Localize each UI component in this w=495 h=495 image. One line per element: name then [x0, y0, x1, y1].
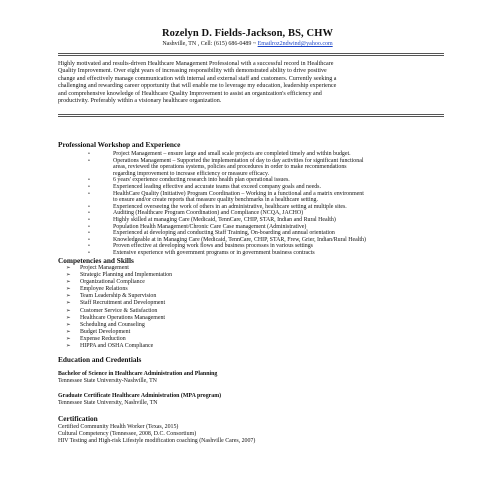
candidate-name: Rozelyn D. Fields-Jackson, BS, CHW — [161, 28, 334, 39]
list-item: • Highly skilled at managing Care (Medicaid, TennCare, CHIP, STAR, Indian and Rural Health) — [88, 216, 336, 223]
bullet-marker: • — [88, 183, 90, 190]
arrow-bullet-icon: ➢ — [66, 272, 71, 279]
list-item: ➢ Employee Relations — [66, 286, 128, 293]
bullet-marker: • — [88, 216, 90, 223]
list-item: ➢ Healthcare Operations Management — [66, 314, 166, 321]
list-item: ➢ Staff Recruitment and Development — [66, 300, 166, 307]
degree-graduate-certificate: Graduate Certificate Healthcare Administration (MPA program) — [58, 393, 222, 399]
summary-line: productivity. Preferably within a visionary healthcare organization. — [58, 98, 222, 105]
list-item: ➢ Customer Service & Satisfaction — [66, 307, 158, 314]
contact-line — [0, 41, 495, 47]
summary-line: Quality Improvement. Over eight years of increasing responsibility with demonstrated ability to drive positive — [58, 68, 327, 75]
bullet-marker: • — [88, 177, 90, 184]
list-item: • HealthCare Quality (Initiative) Program Coordination – Working in a functional and a matrix environment — [88, 190, 364, 197]
header-divider-bottom — [58, 55, 444, 56]
list-item: ➢ Budget Development — [66, 328, 131, 335]
certification-item: Certified Community Health Worker (Texas, 2015) — [58, 424, 179, 430]
list-item-continuation: to ensure and/or create reports that measure quality benchmarks in a healthcare setting. — [113, 197, 318, 204]
arrow-bullet-icon: ➢ — [66, 314, 71, 321]
list-item: • Population Health Management/Chronic Care Case management (Administrative) — [88, 223, 307, 230]
bullet-marker: • — [88, 203, 90, 210]
arrow-bullet-icon: ➢ — [66, 265, 71, 271]
arrow-bullet-icon: ➢ — [66, 300, 71, 307]
summary-line: and comprehensive knowledge of Healthcare Quality Improvement to assist an organization's efficiency and — [58, 90, 322, 97]
list-item-continuation: regarding improvement to increase efficiency or measure efficacy. — [113, 170, 270, 177]
contact-details: Nashville, TN , Cell: (615) 686-0489 ~ — [162, 41, 258, 47]
list-item: • 6 years' experience conducting research into health plan operational issues. — [88, 177, 290, 184]
bullet-marker: • — [88, 249, 90, 256]
list-item: • Proven effective at developing work flows and business processes in various settings — [88, 243, 313, 250]
arrow-bullet-icon: ➢ — [66, 279, 71, 286]
bullet-marker: • — [88, 190, 90, 197]
arrow-bullet-icon: ➢ — [66, 335, 71, 342]
list-item: • Auditing (Healthcare Program Coordination) and Compliance (NCQA, JACHO) — [88, 210, 304, 217]
list-item: ➢ Organizational Compliance — [66, 279, 145, 286]
arrow-bullet-icon: ➢ — [66, 343, 71, 350]
list-item: • Project Management – ensure large and small scale projects are completed timely and within budget. — [88, 151, 351, 157]
list-item: ➢ Scheduling and Counseling — [66, 321, 145, 328]
list-item: • Extensive experience with government programs or in government business contracts — [88, 249, 315, 256]
bullet-marker: • — [88, 243, 90, 250]
bullet-marker: • — [88, 210, 90, 217]
school-bachelor: Tennessee State University-Nashville, TN — [58, 378, 157, 384]
summary-line: challenging and rewarding career opportunity that will enable me to leverage my education, leadership experience — [58, 83, 337, 90]
list-item: ➢ Project Management — [66, 265, 129, 271]
skills-heading: Competencies and Skills — [58, 256, 134, 265]
list-item: ➢ Expense Reduction — [66, 335, 126, 342]
certification-heading: Certification — [58, 414, 98, 423]
skills-list — [58, 265, 358, 350]
bullet-marker: • — [88, 223, 90, 230]
arrow-bullet-icon: ➢ — [66, 328, 71, 335]
experience-heading: Professional Workshop and Experience — [58, 140, 181, 149]
certification-item: Cultural Competency (Tennessee, 2008, D.C. Consortium) — [58, 431, 197, 437]
arrow-bullet-icon: ➢ — [66, 293, 71, 300]
arrow-bullet-icon: ➢ — [66, 321, 71, 328]
bullet-marker: • — [88, 236, 90, 243]
certification-item: HIV Testing and High-risk Lifestyle modification coaching (Nashville Cares, 2007) — [58, 438, 256, 444]
bullet-marker: • — [88, 151, 90, 157]
list-item: • Knowledgeable at in Managing Care (Medicaid, TennCare, CHIP, STAR, Frew, Grier, Indian/Rural Health) — [88, 236, 366, 243]
summary-line: Highly motivated and results-driven Healthcare Management Professional with a successful record in Healthcare — [58, 61, 334, 67]
list-item-continuation: areas, reviewed the operations systems, policies and procedures in order to make recommendations — [113, 164, 347, 171]
school-graduate-certificate: Tennessee State University, Nashville, TN — [58, 400, 158, 406]
arrow-bullet-icon: ➢ — [66, 286, 71, 293]
degree-bachelor: Bachelor of Science in Healthcare Administration and Planning — [58, 371, 218, 377]
bullet-marker: • — [88, 230, 90, 237]
email-link[interactable]: Emailroz2ndwind@yahoo.com — [257, 41, 333, 47]
section-divider-top — [58, 114, 444, 115]
bullet-marker: • — [88, 157, 90, 164]
list-item: ➢ HIPPA and OSHA Compliance — [66, 343, 154, 350]
summary-line: change and effectively manage communication with internal and external staff and customers. Currently seeking a — [58, 75, 337, 82]
experience-list — [58, 151, 444, 257]
professional-summary — [58, 61, 444, 105]
list-item: ➢ Strategic Planning and Implementation — [66, 272, 173, 279]
list-item: • Experienced overseeing the work of others in an administrative, healthcare setting at multiple sites. — [88, 203, 347, 210]
arrow-bullet-icon: ➢ — [66, 307, 71, 314]
section-divider-bottom — [58, 116, 444, 117]
education-heading: Education and Credentials — [58, 355, 142, 364]
list-item: ➢ Team Leadership & Supervision — [66, 293, 157, 300]
list-item: • Operations Management – Supported the implementation of day to day activities for significant functional — [88, 157, 364, 164]
header-divider-top — [58, 53, 444, 54]
list-item: • Experienced leading effective and accurate teams that exceed company goals and needs. — [88, 183, 321, 190]
list-item: • Experienced at developing and conducting Staff Training, On-boarding and annual orientation — [88, 230, 335, 237]
